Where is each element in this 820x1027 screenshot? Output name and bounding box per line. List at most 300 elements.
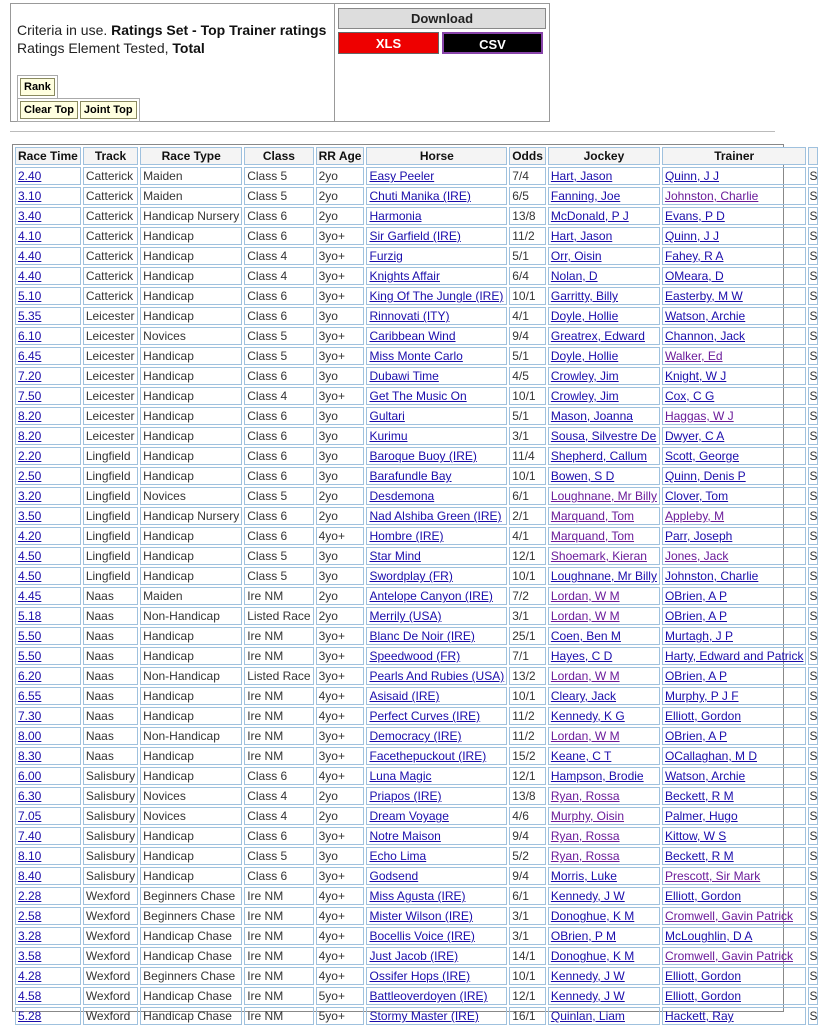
trainer-link[interactable]: OBrien, A P — [664, 729, 727, 743]
cell-horse — [366, 347, 507, 365]
trainer-link[interactable]: Elliott, Gordon — [664, 889, 741, 903]
jockey-link[interactable]: Bowen, S D — [550, 469, 615, 483]
race-time-link[interactable]: 4.20 — [18, 529, 42, 543]
horse-link[interactable]: Miss Monte Carlo — [369, 349, 463, 363]
cell-odds: 10/1 — [509, 387, 546, 405]
race-time-link[interactable]: 5.18 — [18, 609, 42, 623]
cell-rr-age: 4yo+ — [316, 967, 365, 985]
horse-link[interactable]: Miss Agusta (IRE) — [369, 889, 466, 903]
jockey-link[interactable]: Orr, Oisin — [550, 249, 602, 263]
horse-link[interactable]: Bocellis Voice (IRE) — [369, 929, 475, 943]
cell-race-type: Handicap — [140, 647, 242, 665]
jockey-link[interactable]: Lordan, W M — [550, 669, 620, 683]
table-row — [15, 187, 818, 205]
jockey-link[interactable]: Kennedy, J W — [550, 889, 625, 903]
cell-race-type: Handicap — [140, 247, 242, 265]
cell-trainer — [662, 587, 807, 605]
race-time-link[interactable]: 3.28 — [18, 929, 42, 943]
horse-link[interactable]: Asisaid (IRE) — [369, 689, 440, 703]
cell-horse — [366, 787, 507, 805]
horse-link[interactable]: Star Mind — [369, 549, 421, 563]
jockey-link[interactable]: Hart, Jason — [550, 229, 613, 243]
horse-link[interactable]: Merrily (USA) — [369, 609, 442, 623]
trainer-link[interactable]: Kittow, W S — [664, 829, 727, 843]
cell-jockey — [548, 747, 660, 765]
cell-rr-age: 3yo+ — [316, 347, 365, 365]
trainer-link[interactable]: Clover, Tom — [664, 489, 729, 503]
horse-link[interactable]: Just Jacob (IRE) — [369, 949, 459, 963]
jockey-link[interactable]: Loughnane, Mr Billy — [550, 569, 657, 583]
race-time-link[interactable]: 2.40 — [18, 169, 42, 183]
cell-race-time — [15, 227, 81, 245]
jockey-link[interactable]: Marquand, Tom — [550, 509, 635, 523]
cell-trainer — [662, 647, 807, 665]
cell-track: Naas — [83, 607, 138, 625]
trainer-link[interactable]: Easterby, M W — [664, 289, 743, 303]
trainer-link[interactable]: Evans, P D — [664, 209, 725, 223]
cell-trainer — [662, 507, 807, 525]
jockey-link[interactable]: Doyle, Hollie — [550, 309, 619, 323]
horse-link[interactable]: Caribbean Wind — [369, 329, 456, 343]
cell-class: Class 6 — [244, 227, 313, 245]
horse-link[interactable]: Hombre (IRE) — [369, 529, 444, 543]
horse-link[interactable]: Get The Music On — [369, 389, 467, 403]
cell-horse — [366, 407, 507, 425]
cell-class: Listed Race — [244, 607, 313, 625]
jockey-link[interactable]: Murphy, Oisin — [550, 809, 625, 823]
cell-track: Naas — [83, 667, 138, 685]
cell-race-time — [15, 527, 81, 545]
cell-horse — [366, 367, 507, 385]
horse-link[interactable]: Kurimu — [369, 429, 408, 443]
cell-extra: S — [809, 589, 818, 603]
trainer-link[interactable]: Dwyer, C A — [664, 429, 725, 443]
cell-race-time — [15, 327, 81, 345]
cell-horse — [366, 907, 507, 925]
cell-race-type: Non-Handicap — [140, 667, 242, 685]
race-time-link[interactable]: 7.20 — [18, 369, 42, 383]
jockey-link[interactable]: Shoemark, Kieran — [550, 549, 647, 563]
jockey-link[interactable]: Crowley, Jim — [550, 389, 619, 403]
trainer-link[interactable]: Prescott, Sir Mark — [664, 869, 761, 883]
cell-jockey — [548, 1007, 660, 1025]
horse-link[interactable]: Antelope Canyon (IRE) — [369, 589, 493, 603]
cell-horse — [366, 967, 507, 985]
horse-link[interactable]: Sir Garfield (IRE) — [369, 229, 461, 243]
trainer-link[interactable]: Hackett, Ray — [664, 1009, 734, 1023]
horse-link[interactable]: Dream Voyage — [369, 809, 449, 823]
horse-link[interactable]: Notre Maison — [369, 829, 441, 843]
race-time-link[interactable]: 7.40 — [18, 829, 42, 843]
race-time-link[interactable]: 8.00 — [18, 729, 42, 743]
race-time-link[interactable]: 8.10 — [18, 849, 42, 863]
horse-link[interactable]: Battleoverdoyen (IRE) — [369, 989, 488, 1003]
cell-track: Lingfield — [83, 447, 138, 465]
jockey-link[interactable]: Lordan, W M — [550, 609, 620, 623]
table-row — [15, 207, 818, 225]
cell-extra: S — [809, 169, 818, 183]
trainer-link[interactable]: Johnston, Charlie — [664, 569, 759, 583]
cell-extra: S — [809, 609, 818, 623]
cell-horse — [366, 427, 507, 445]
clear-top-button[interactable]: Clear Top — [20, 101, 78, 119]
race-time-link[interactable]: 4.50 — [18, 549, 42, 563]
race-time-link[interactable]: 5.50 — [18, 629, 42, 643]
cell-jockey — [548, 367, 660, 385]
race-time-link[interactable]: 3.20 — [18, 489, 42, 503]
trainer-link[interactable]: OCallaghan, M D — [664, 749, 757, 763]
cell-extra: S — [809, 249, 818, 263]
jockey-link[interactable]: Mason, Joanna — [550, 409, 633, 423]
cell-trainer — [662, 627, 807, 645]
cell-class: Class 6 — [244, 367, 313, 385]
race-time-link[interactable]: 2.20 — [18, 449, 42, 463]
horse-link[interactable]: King Of The Jungle (IRE) — [369, 289, 504, 303]
jockey-link[interactable]: Sousa, Silvestre De — [550, 429, 657, 443]
trainer-link[interactable]: Beckett, R M — [664, 849, 734, 863]
cell-extra: S — [809, 709, 818, 723]
jockey-link[interactable]: Donoghue, K M — [550, 949, 635, 963]
cell-trainer — [662, 947, 807, 965]
cell-extra: S — [809, 729, 818, 743]
jockey-link[interactable]: Nolan, D — [550, 269, 598, 283]
jockey-link[interactable]: Hampson, Brodie — [550, 769, 644, 783]
rank-button[interactable]: Rank — [20, 78, 55, 96]
cell-class: Ire NM — [244, 647, 313, 665]
table-row — [15, 927, 818, 945]
horse-link[interactable]: Easy Peeler — [369, 169, 435, 183]
cell-rr-age: 3yo — [316, 307, 365, 325]
cell-odds: 12/1 — [509, 767, 546, 785]
cell-odds: 3/1 — [509, 607, 546, 625]
trainer-link[interactable]: Quinn, J J — [664, 229, 719, 243]
trainer-link[interactable]: Appleby, M — [664, 509, 725, 523]
joint-top-button[interactable]: Joint Top — [80, 101, 137, 119]
trainer-link[interactable]: Jones, Jack — [664, 549, 729, 563]
cell-extra: S — [809, 189, 818, 203]
trainer-link[interactable]: Quinn, J J — [664, 169, 719, 183]
trainer-link[interactable]: Murphy, P J F — [664, 689, 739, 703]
race-time-link[interactable]: 5.10 — [18, 289, 42, 303]
cell-jockey — [548, 927, 660, 945]
cell-jockey — [548, 307, 660, 325]
jockey-link[interactable]: Ryan, Rossa — [550, 849, 620, 863]
horse-link[interactable]: Swordplay (FR) — [369, 569, 453, 583]
horse-link[interactable]: Nad Alshiba Green (IRE) — [369, 509, 502, 523]
race-time-link[interactable]: 2.50 — [18, 469, 42, 483]
cell-trainer — [662, 747, 807, 765]
race-time-link[interactable]: 4.45 — [18, 589, 42, 603]
race-time-link[interactable]: 4.40 — [18, 269, 42, 283]
cell-horse — [366, 587, 507, 605]
cell-jockey — [548, 987, 660, 1005]
cell-class: Ire NM — [244, 927, 313, 945]
cell-odds: 6/5 — [509, 187, 546, 205]
cell-horse — [366, 307, 507, 325]
jockey-link[interactable]: Keane, C T — [550, 749, 612, 763]
cell-odds: 7/2 — [509, 587, 546, 605]
race-time-link[interactable]: 4.28 — [18, 969, 42, 983]
horse-link[interactable]: Blanc De Noir (IRE) — [369, 629, 475, 643]
race-time-link[interactable]: 3.10 — [18, 189, 42, 203]
table-row — [15, 807, 818, 825]
trainer-link[interactable]: Cox, C G — [664, 389, 715, 403]
cell-track: Lingfield — [83, 567, 138, 585]
race-time-link[interactable]: 5.50 — [18, 649, 42, 663]
jockey-link[interactable]: Fanning, Joe — [550, 189, 621, 203]
jockey-link[interactable]: Marquand, Tom — [550, 529, 635, 543]
trainer-link[interactable]: Elliott, Gordon — [664, 969, 741, 983]
trainer-link[interactable]: Haggas, W J — [664, 409, 734, 423]
cell-race-time — [15, 927, 81, 945]
trainer-link[interactable]: Fahey, R A — [664, 249, 724, 263]
jockey-link[interactable]: Shepherd, Callum — [550, 449, 647, 463]
race-time-link[interactable]: 7.05 — [18, 809, 42, 823]
cell-track: Wexford — [83, 1007, 138, 1025]
cell-horse — [366, 267, 507, 285]
trainer-link[interactable]: Watson, Archie — [664, 309, 746, 323]
jockey-link[interactable]: Donoghue, K M — [550, 909, 635, 923]
cell-class: Ire NM — [244, 587, 313, 605]
cell-track: Lingfield — [83, 507, 138, 525]
race-time-link[interactable]: 6.55 — [18, 689, 42, 703]
race-time-link[interactable]: 3.58 — [18, 949, 42, 963]
trainer-link[interactable]: Elliott, Gordon — [664, 709, 741, 723]
trainer-link[interactable]: Cromwell, Gavin Patrick — [664, 949, 793, 963]
race-time-link[interactable]: 8.20 — [18, 409, 42, 423]
race-time-link[interactable]: 6.20 — [18, 669, 42, 683]
jockey-link[interactable]: Loughnane, Mr Billy — [550, 489, 657, 503]
race-time-link[interactable]: 3.40 — [18, 209, 42, 223]
horse-link[interactable]: Priapos (IRE) — [369, 789, 442, 803]
header-row — [15, 147, 818, 165]
horse-link[interactable]: Dubawi Time — [369, 369, 439, 383]
trainer-link[interactable]: Elliott, Gordon — [664, 989, 741, 1003]
cell-jockey — [548, 647, 660, 665]
trainer-link[interactable]: OMeara, D — [664, 269, 724, 283]
jockey-link[interactable]: Crowley, Jim — [550, 369, 619, 383]
race-time-link[interactable]: 6.30 — [18, 789, 42, 803]
cell-race-type: Beginners Chase — [140, 967, 242, 985]
trainer-link[interactable]: Knight, W J — [664, 369, 727, 383]
horse-link[interactable]: Pearls And Rubies (USA) — [369, 669, 505, 683]
cell-class: Class 6 — [244, 867, 313, 885]
jockey-link[interactable]: Ryan, Rossa — [550, 829, 620, 843]
trainer-link[interactable]: OBrien, A P — [664, 669, 727, 683]
cell-trainer — [662, 407, 807, 425]
race-time-link[interactable]: 7.30 — [18, 709, 42, 723]
horse-link[interactable]: Echo Lima — [369, 849, 427, 863]
cell-horse — [366, 527, 507, 545]
jockey-link[interactable]: Quinlan, Liam — [550, 1009, 625, 1023]
cell-track: Wexford — [83, 987, 138, 1005]
jockey-link[interactable]: Kennedy, J W — [550, 969, 625, 983]
cell-track: Naas — [83, 587, 138, 605]
trainer-link[interactable]: Walker, Ed — [664, 349, 723, 363]
horse-link[interactable]: Harmonia — [369, 209, 422, 223]
jockey-link[interactable]: Cleary, Jack — [550, 689, 617, 703]
horse-link[interactable]: Facethepuckout (IRE) — [369, 749, 487, 763]
cell-odds: 3/1 — [509, 427, 546, 445]
trainer-link[interactable]: Beckett, R M — [664, 789, 734, 803]
trainer-link[interactable]: Watson, Archie — [664, 769, 746, 783]
race-time-link[interactable]: 6.10 — [18, 329, 42, 343]
cell-odds: 6/1 — [509, 887, 546, 905]
horse-link[interactable]: Mister Wilson (IRE) — [369, 909, 473, 923]
cell-race-time — [15, 487, 81, 505]
horse-link[interactable]: Luna Magic — [369, 769, 432, 783]
race-time-link[interactable]: 4.40 — [18, 249, 42, 263]
race-time-link[interactable]: 7.50 — [18, 389, 42, 403]
horse-link[interactable]: Godsend — [369, 869, 419, 883]
cell-trainer — [662, 367, 807, 385]
race-time-link[interactable]: 2.28 — [18, 889, 42, 903]
jockey-link[interactable]: OBrien, P M — [550, 929, 617, 943]
race-time-link[interactable]: 6.00 — [18, 769, 42, 783]
trainer-link[interactable]: Channon, Jack — [664, 329, 746, 343]
race-time-link[interactable]: 2.58 — [18, 909, 42, 923]
jockey-link[interactable]: Kennedy, J W — [550, 989, 625, 1003]
horse-link[interactable]: Perfect Curves (IRE) — [369, 709, 481, 723]
horse-link[interactable]: Stormy Master (IRE) — [369, 1009, 479, 1023]
trainer-link[interactable]: OBrien, A P — [664, 589, 727, 603]
horse-link[interactable]: Barafundle Bay — [369, 469, 452, 483]
cell-rr-age: 4yo+ — [316, 927, 365, 945]
cell-trainer — [662, 347, 807, 365]
jockey-link[interactable]: McDonald, P J — [550, 209, 629, 223]
cell-extra: S — [809, 269, 818, 283]
cell-trainer — [662, 907, 807, 925]
race-time-link[interactable]: 4.50 — [18, 569, 42, 583]
cell-race-type: Handicap Chase — [140, 947, 242, 965]
cell-odds: 12/1 — [509, 547, 546, 565]
race-time-link[interactable]: 5.28 — [18, 1009, 42, 1023]
cell-race-type: Handicap — [140, 447, 242, 465]
jockey-link[interactable]: Ryan, Rossa — [550, 789, 620, 803]
horse-link[interactable]: Baroque Buoy (IRE) — [369, 449, 477, 463]
race-time-link[interactable]: 4.10 — [18, 229, 42, 243]
cell-horse — [366, 747, 507, 765]
trainer-link[interactable]: Palmer, Hugo — [664, 809, 738, 823]
trainer-link[interactable]: Parr, Joseph — [664, 529, 733, 543]
trainer-link[interactable]: Quinn, Denis P — [664, 469, 746, 483]
table-row — [15, 767, 818, 785]
table-row — [15, 647, 818, 665]
jockey-link[interactable]: Lordan, W M — [550, 589, 620, 603]
cell-race-type: Handicap — [140, 467, 242, 485]
trainer-link[interactable]: Johnston, Charlie — [664, 189, 759, 203]
race-time-link[interactable]: 3.50 — [18, 509, 42, 523]
cell-race-type: Handicap — [140, 707, 242, 725]
xls-download-button[interactable]: XLS — [338, 32, 439, 54]
trainer-link[interactable]: McLoughlin, D A — [664, 929, 753, 943]
cell-trainer — [662, 687, 807, 705]
cell-track: Lingfield — [83, 547, 138, 565]
cell-odds: 3/1 — [509, 907, 546, 925]
column-header-track: Track — [83, 147, 138, 165]
horse-link[interactable]: Ossifer Hops (IRE) — [369, 969, 471, 983]
race-time-link[interactable]: 8.40 — [18, 869, 42, 883]
cell-race-type: Beginners Chase — [140, 887, 242, 905]
table-row — [15, 707, 818, 725]
cell-class: Ire NM — [244, 987, 313, 1005]
cell-race-time — [15, 987, 81, 1005]
race-time-link[interactable]: 5.35 — [18, 309, 42, 323]
table-row — [15, 947, 818, 965]
table-row — [15, 687, 818, 705]
horse-link[interactable]: Chuti Manika (IRE) — [369, 189, 471, 203]
cell-trainer — [662, 227, 807, 245]
column-header-extra — [808, 147, 818, 165]
horse-link[interactable]: Desdemona — [369, 489, 435, 503]
jockey-link[interactable]: Hayes, C D — [550, 649, 613, 663]
jockey-link[interactable]: Kennedy, K G — [550, 709, 625, 723]
horse-link[interactable]: Rinnovati (ITY) — [369, 309, 450, 323]
horse-link[interactable]: Democracy (IRE) — [369, 729, 462, 743]
jockey-link[interactable]: Morris, Luke — [550, 869, 617, 883]
cell-trainer — [662, 667, 807, 685]
cell-rr-age: 3yo+ — [316, 327, 365, 345]
race-time-link[interactable]: 8.20 — [18, 429, 42, 443]
trainer-link[interactable]: Scott, George — [664, 449, 739, 463]
jockey-link[interactable]: Lordan, W M — [550, 729, 620, 743]
cell-class: Ire NM — [244, 1007, 313, 1025]
cell-odds: 9/4 — [509, 827, 546, 845]
race-time-link[interactable]: 8.30 — [18, 749, 42, 763]
cell-race-time — [15, 667, 81, 685]
horse-link[interactable]: Knights Affair — [369, 269, 440, 283]
cell-race-type: Handicap — [140, 527, 242, 545]
cell-jockey — [548, 767, 660, 785]
trainer-link[interactable]: Cromwell, Gavin Patrick — [664, 909, 793, 923]
cell-odds: 10/1 — [509, 567, 546, 585]
table-row — [15, 367, 818, 385]
race-time-link[interactable]: 6.45 — [18, 349, 42, 363]
jockey-link[interactable]: Coen, Ben M — [550, 629, 621, 643]
table-row — [15, 527, 818, 545]
csv-download-button[interactable]: CSV — [442, 32, 543, 54]
horse-link[interactable]: Gultari — [369, 409, 405, 423]
cell-rr-age: 3yo — [316, 367, 365, 385]
jockey-link[interactable]: Greatrex, Edward — [550, 329, 645, 343]
cell-trainer — [662, 887, 807, 905]
cell-track: Salisbury — [83, 767, 138, 785]
divider — [10, 131, 775, 132]
cell-track: Wexford — [83, 927, 138, 945]
trainer-link[interactable]: Harty, Edward and Patrick — [664, 649, 804, 663]
horse-link[interactable]: Furzig — [369, 249, 403, 263]
jockey-link[interactable]: Doyle, Hollie — [550, 349, 619, 363]
cell-race-type: Handicap — [140, 567, 242, 585]
cell-class: Class 5 — [244, 167, 313, 185]
table-row — [15, 887, 818, 905]
cell-odds: 9/4 — [509, 327, 546, 345]
cell-rr-age: 3yo+ — [316, 247, 365, 265]
trainer-link[interactable]: Murtagh, J P — [664, 629, 733, 643]
cell-extra: S — [809, 829, 818, 843]
cell-rr-age: 5yo+ — [316, 987, 365, 1005]
jockey-link[interactable]: Hart, Jason — [550, 169, 613, 183]
table-row — [15, 307, 818, 325]
cell-extra: S — [809, 429, 818, 443]
cell-horse — [366, 767, 507, 785]
horse-link[interactable]: Speedwood (FR) — [369, 649, 461, 663]
jockey-link[interactable]: Garritty, Billy — [550, 289, 619, 303]
race-time-link[interactable]: 4.58 — [18, 989, 42, 1003]
trainer-link[interactable]: OBrien, A P — [664, 609, 727, 623]
cell-race-type: Handicap — [140, 307, 242, 325]
cell-odds: 11/2 — [509, 727, 546, 745]
